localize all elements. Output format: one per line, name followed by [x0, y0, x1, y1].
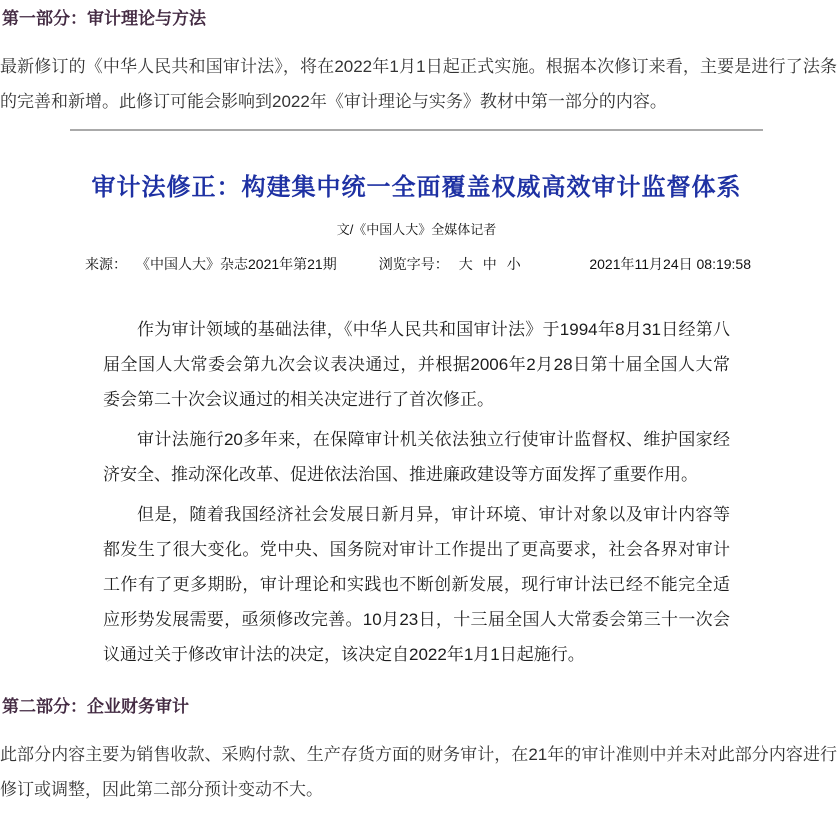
article-datetime: 2021年11月24日 08:19:58	[589, 256, 751, 272]
article-divider	[70, 129, 763, 131]
font-size-option-medium[interactable]: 中	[482, 256, 497, 272]
source-label: 来源：	[85, 256, 127, 272]
section-one-heading: 第一部分：审计理论与方法	[2, 9, 206, 28]
article-byline: 文/《中国人大》全媒体记者	[336, 222, 497, 237]
section-one-intro: 最新修订的《中华人民共和国审计法》，将在2022年1月1日起正式实施。根据本次修订来看，主要是进行了法条的完善和新增。此修订可能会影响到2022年《审计理论与实务》教材中第一部分的内容。	[0, 57, 837, 111]
font-size-label: 浏览字号：	[378, 256, 449, 272]
article-paragraph: 作为审计领域的基础法律，《中华人民共和国审计法》于1994年8月31日经第八届全国人大常委会第九次会议表决通过，并根据2006年2月28日第十届全国人大常委会第二十次会议通过的相关决定进行了首次修正。	[103, 320, 730, 409]
section-two-heading: 第二部分：企业财务审计	[2, 697, 189, 716]
section-two-body: 此部分内容主要为销售收款、采购付款、生产存货方面的财务审计，在21年的审计准则中并未对此部分内容进行修订或调整，因此第二部分预计变动不大。	[0, 745, 837, 799]
article-paragraph: 审计法施行20多年来，在保障审计机关依法独立行使审计监督权、维护国家经济安全、推动深化改革、促进依法治国、推进廉政建设等方面发挥了重要作用。	[103, 430, 730, 484]
article-title: 审计法修正：构建集中统一全面覆盖权威高效审计监督体系	[91, 174, 742, 201]
font-size-option-large[interactable]: 大	[458, 256, 473, 272]
source-value: 《中国人大》杂志2021年第21期	[136, 256, 337, 272]
font-size-option-small[interactable]: 小	[506, 256, 521, 272]
article-paragraph: 但是，随着我国经济社会发展日新月异，审计环境、审计对象以及审计内容等都发生了很大变化。党中央、国务院对审计工作提出了更高要求，社会各界对审计工作有了更多期盼，审计理论和实践也不断创新发展，现行审计法已经不能完全适应形势发展需要，亟须修改完善。10月23日，十三届全国人大常委会第三十一次会议通过关于修改审计法的决定，该决定自2022年1月1日起施行。	[103, 505, 730, 664]
article-meta-row	[70, 254, 763, 274]
article	[70, 174, 763, 672]
article-body	[70, 312, 763, 672]
